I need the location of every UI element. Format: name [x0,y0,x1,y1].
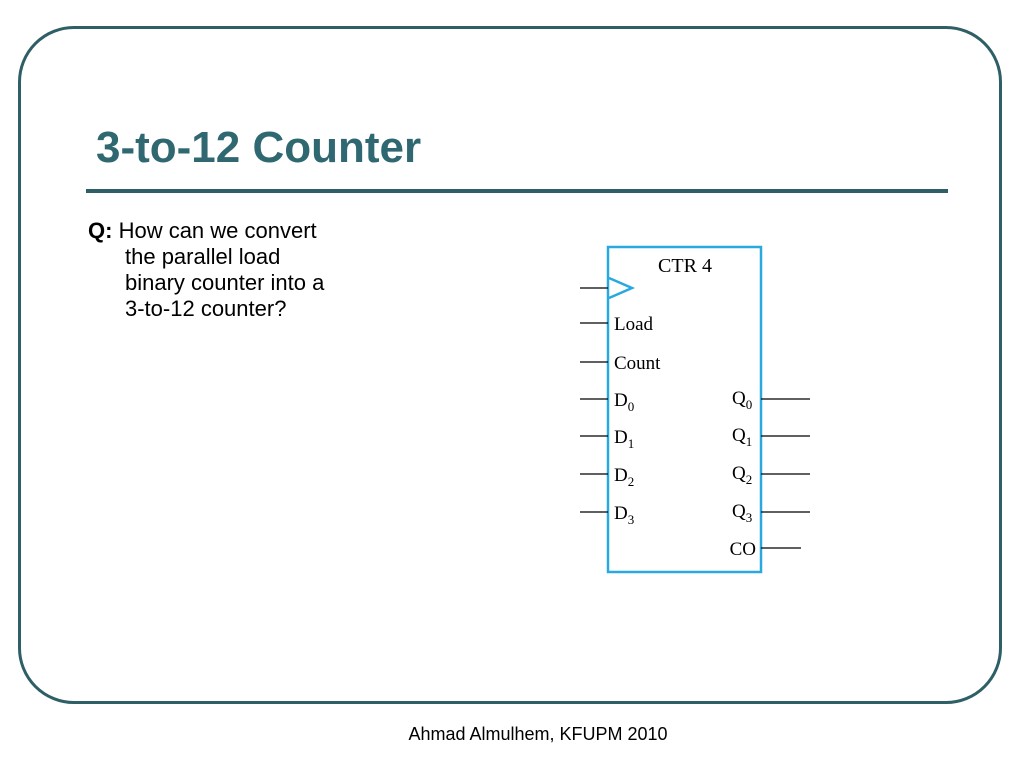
counter-block-diagram [570,240,820,590]
question-text [88,218,388,322]
output-pin-q1 [732,425,810,449]
input-pin-label: $D_0$ [614,390,635,414]
output-pin-label: $Q_2$ [732,463,753,487]
input-pin-label: $D_2$ [614,465,635,489]
output-pin-label: $Q_0$ [732,388,753,412]
output-pin-label: $Q_1$ [732,425,753,449]
question-line-3: binary counter into a [125,270,325,295]
slide-title: 3-to-12 Counter [96,123,422,172]
question-line-1: How can we convert [118,218,317,243]
output-pin-q3 [732,501,810,525]
question-label: Q: [88,218,113,243]
output-pin-label: $Q_3$ [732,501,753,525]
input-pin-count [580,353,661,374]
question-line-4: 3-to-12 counter? [125,296,287,321]
output-pin-q2 [732,463,810,487]
input-pin-label: $D_3$ [614,503,635,527]
slide-footer: Ahmad Almulhem, KFUPM 2010 [408,724,668,744]
title-underline [86,189,948,193]
counter-block-label: CTR 4 [658,255,712,277]
question-line-2: the parallel load [125,244,281,269]
input-pin-label: Load [614,314,654,335]
output-pin-q0 [732,388,810,412]
input-pin-label: Count [614,353,661,374]
counter-diagram-svg [570,240,820,585]
input-pin-label: $D_1$ [614,427,635,451]
output-pin-label: CO [729,539,756,560]
input-pin-load [580,314,654,335]
output-pin-co [730,539,801,560]
